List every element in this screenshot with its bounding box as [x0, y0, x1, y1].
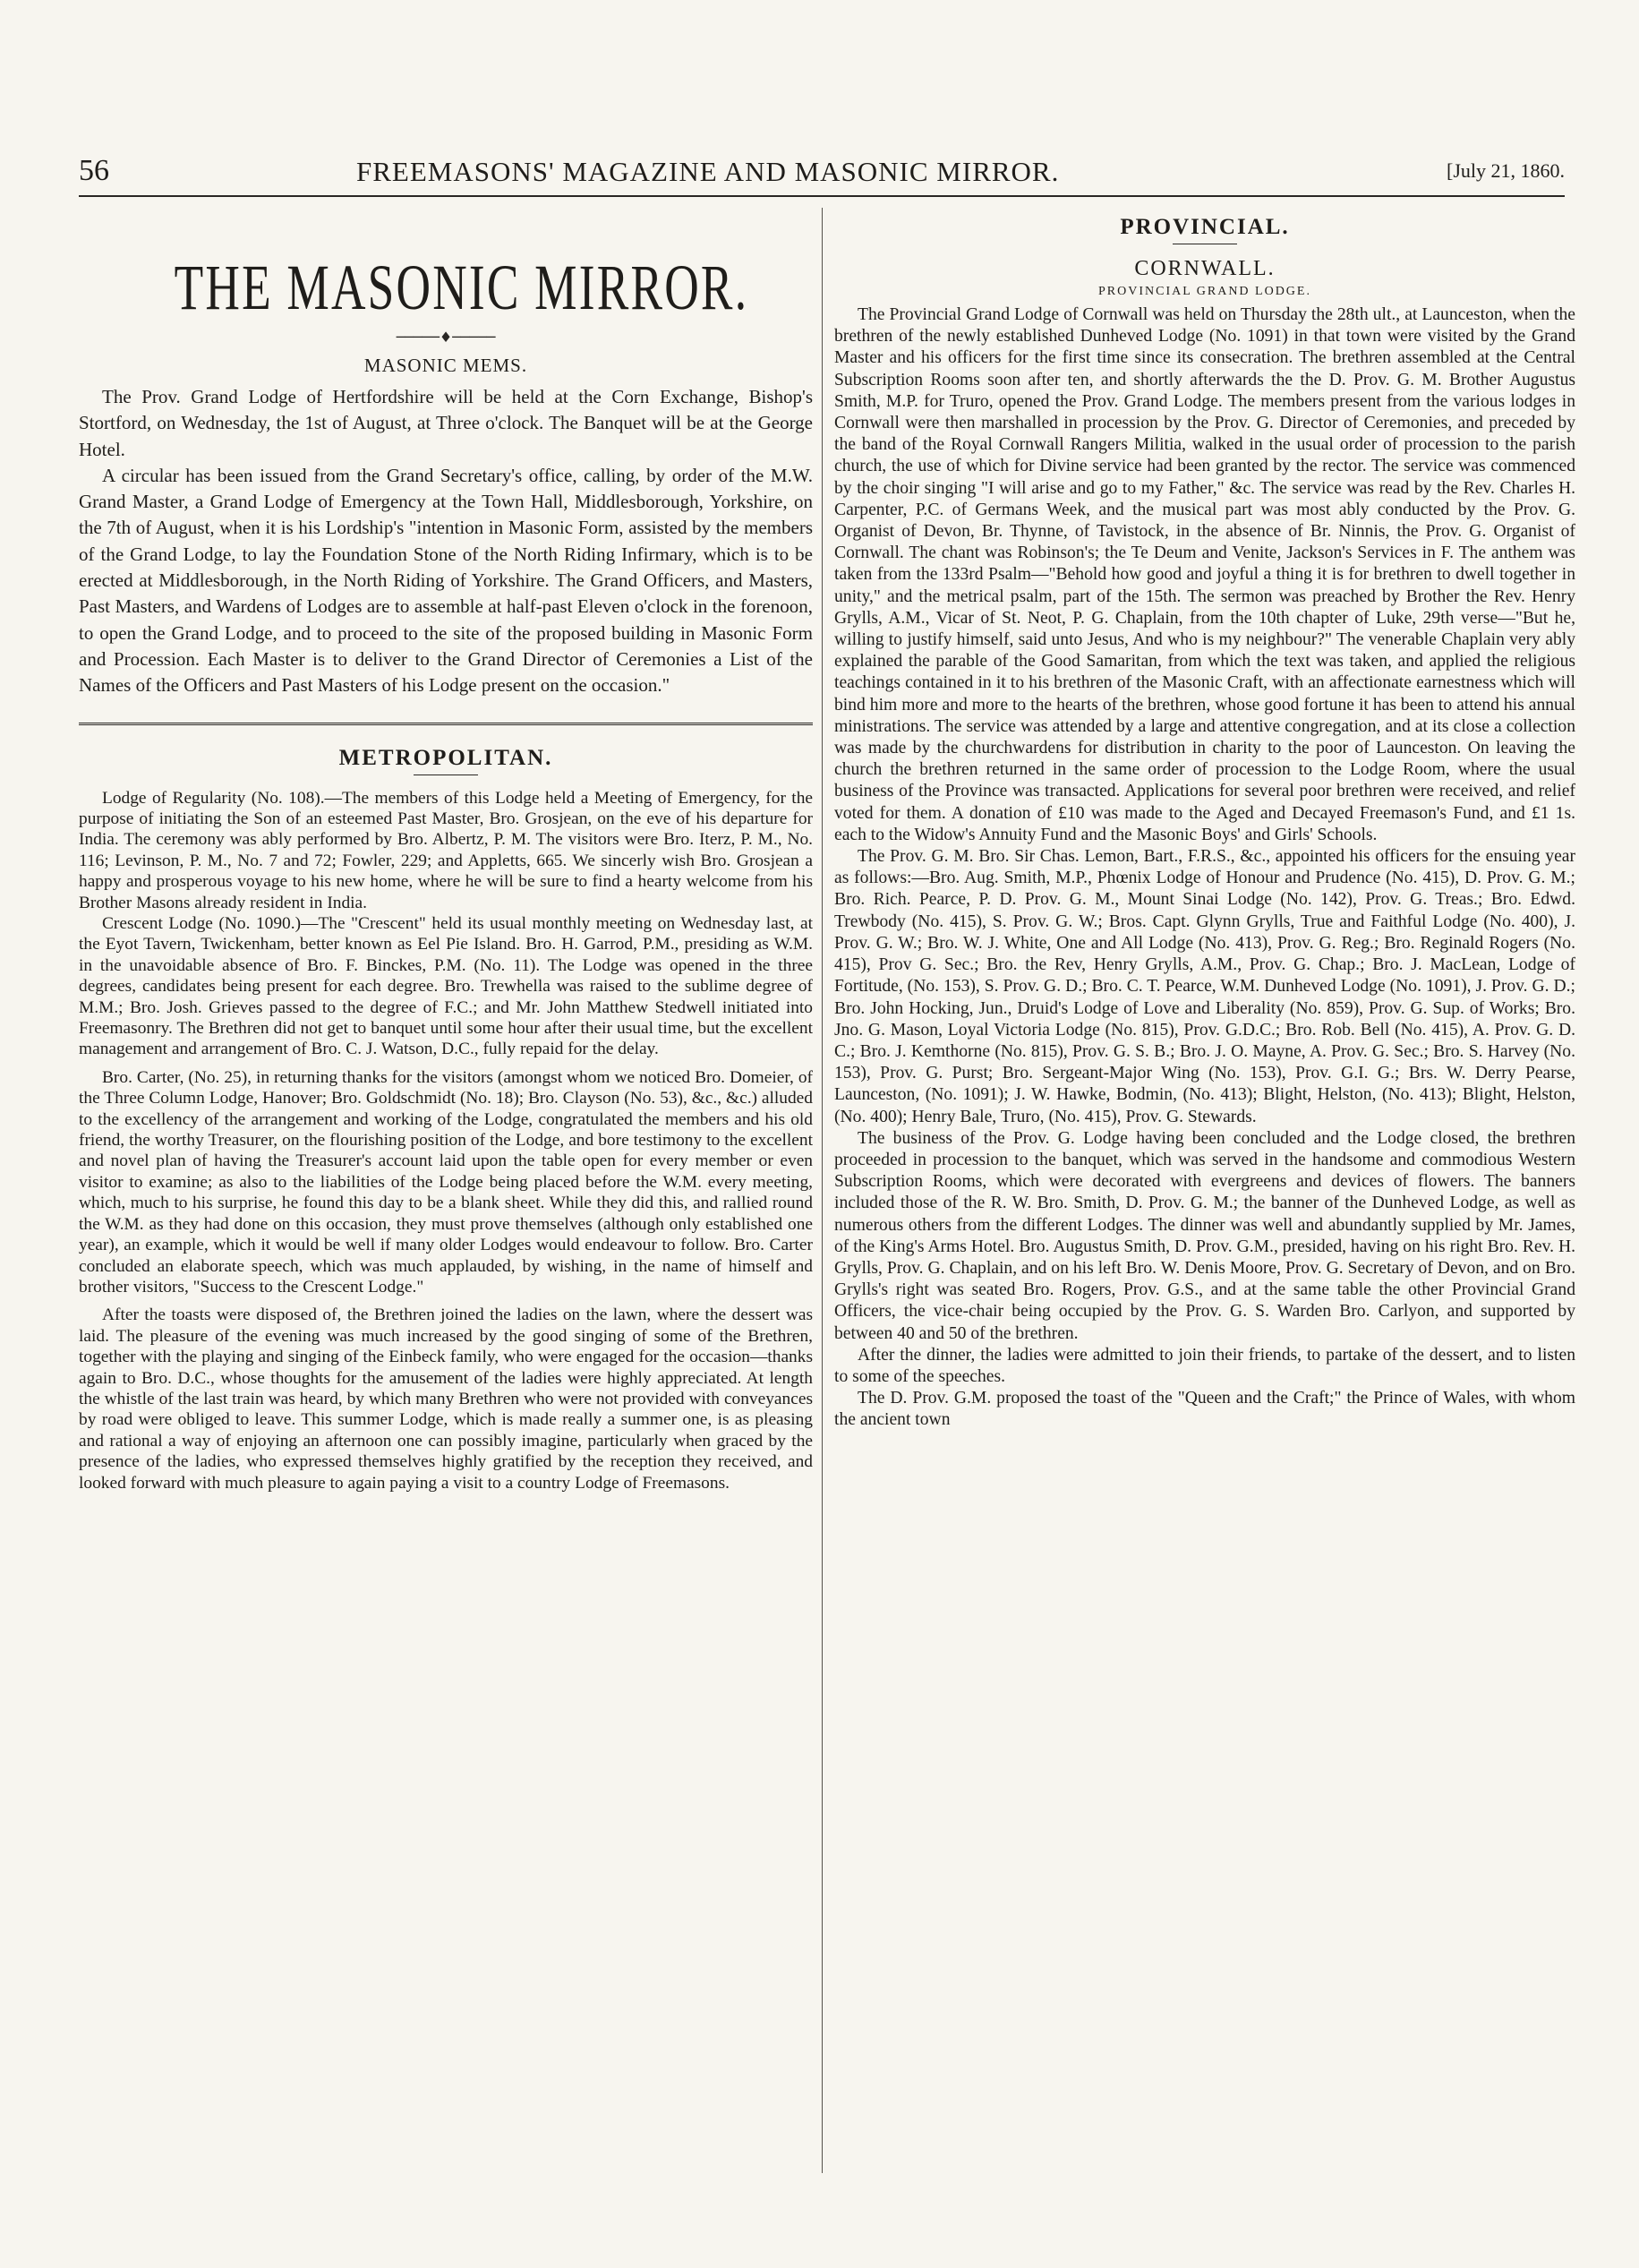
right-column	[834, 215, 1575, 2185]
ornament-divider: ─────♦─────	[396, 329, 496, 346]
metropolitan-section	[79, 788, 813, 1493]
section-rule	[79, 723, 813, 728]
page-number: 56	[79, 154, 109, 187]
header-rule	[79, 195, 1565, 197]
provincial-heading: PROVINCIAL.	[1120, 215, 1290, 239]
cornwall-heading: CORNWALL.	[1134, 257, 1276, 280]
mems-heading: MASONIC MEMS.	[363, 355, 528, 376]
provincial-paragraph: The Provincial Grand Lodge of Cornwall was held on Thursday the 28th ult., at Launceston, when the brethren of the newly established Dunheved Lodge (No. 1091) in that town were visited by the Grand Master and his officers for the first time since its consecration. The brethren assembled at the Central Subscription Rooms soon after ten, and shortly afterwards the the D. Prov. G. M. Brother Augustus Smith, M.P. for Truro, opened the Prov. Grand Lodge. The members present from the various lodges in Cornwall were then marshalled in procession by the Prov. G. Director of Ceremonies, and preceded by the band of the Royal Cornwall Rangers Militia, walked in the usual order of procession to the parish church, the use of which for Divine service had been granted by the rector. The service was commenced by the choir singing "I will arise and go to my Father," &c. The service was read by the Rev. Charles H. Carpenter, P.C. of Germans Week, and the musical part was most ably conducted by the Prov. G. Organist of Devon, Br. Thynne, of Tavistock, in the absence of Br. Ninnis, the Prov. G. Organist of Cornwall. The chant was Robinson's; the Te Deum and Venite, Jackson's Services in F. The anthem was taken from the 133rd Psalm—"Behold how good and joyful a thing it is for brethren to dwell together in unity," and the metrical psalm, part of the 15th. The sermon was preached by Brother the Rev. Henry Grylls, A.M., Vicar of St. Neot, P. G. Chaplain, from the 10th chapter of Luke, 29th verse—"But he, willing to justify himself, said unto Jesus, And who is my neighbour?" The venerable Chaplain very ably explained the parable of the Good Samaritan, from which the text was taken, and applied the religious teachings contained in it to his brethren of the Masonic Craft, with an affectionate earnestness which will bind him more and more to the hearts of the brethren, whose good fortune it has been to attend his annual ministrations. The service was attended by a large and attentive congregation, and at its close a collection was made by the churchwardens for distribution in charity to the poor of Launceston. On leaving the church the brethren returned in the same order of procession to the Lodge Room, where the usual business of the Province was transacted. Applications for several poor brethren were received, and relief voted for them. A donation of £10 was made to the Aged and Decayed Freemason's Fund, and £1 1s. each to the Widow's Annuity Fund and the Masonic Boys' and Girls' Schools.	[834, 305, 1575, 844]
masthead-title: THE MASONIC MIRROR.	[174, 252, 749, 323]
page-header	[79, 154, 1565, 190]
provincial-paragraph: After the dinner, the ladies were admitted to join their friends, to partake of the dessert, and to listen to some of the speeches.	[834, 1345, 1575, 1386]
column-divider	[822, 208, 823, 2173]
left-column	[79, 215, 813, 2185]
metro-paragraph: After the toasts were disposed of, the Brethren joined the ladies on the lawn, where the dessert was laid. The pleasure of the evening was much increased by the good singing of some of the Brethren, together with the playing and singing of the Einbeck family, who were engaged for the occasion—thanks again to Bro. D.C., whose thoughts for the amusement of the ladies were highly appreciated. At length the whistle of the last train was heard, by which many Brethren who were not provided with conveyances by road were obliged to leave. This summer Lodge, which is made really a summer one, is as pleasing and rational a way of enjoying an afternoon one can possibly imagine, particularly when graced by the presence of the ladies, who expressed themselves highly gratified by the reception they received, and looked forward with much pleasure to again paying a visit to a country Lodge of Freemasons.	[79, 1305, 813, 1493]
provincial-paragraph: The Prov. G. M. Bro. Sir Chas. Lemon, Bart., F.R.S., &c., appointed his officers for the ensuing year as follows:—Bro. Aug. Smith, M.P., Phœnix Lodge of Honour and Prudence (No. 415), D. Prov. G. M.; Bro. Rich. Pearce, P. D. Prov. G. M., Mount Sinai Lodge (No. 142), Prov. G. Treas.; Bro. Edwd. Trewbody (No. 415), S. Prov. G. W.; Bros. Capt. Glynn Grylls, True and Faithful Lodge (No. 400), J. Prov. G. W.; Bro. W. J. White, One and All Lodge (No. 413), Prov. G. Reg.; Bro. Reginald Rogers (No. 415), Prov G. Sec.; Bro. the Rev, Henry Grylls, A.M., Prov. G. Chap.; Bro. J. MacLean, Lodge of Fortitude, (No. 153), S. Prov. G. D.; Bro. C. T. Pearce, W.M. Dunheved Lodge (No. 1091), J. Prov. G. D.; Bro. John Hocking, Jun., Druid's Lodge of Love and Liberality (No. 859), Prov. G. Sup. of Works; Bro. Jno. G. Mason, Loyal Victoria Lodge (No. 815), Prov. G.D.C.; Bro. Rob. Bell (No. 415), A. Prov. G. D. C.; Bro. J. Kemthorne (No. 815), Prov. G. S. B.; Bro. J. O. Mayne, A. Prov. G. Sec.; Bro. S. Harvey (No. 153), Prov. G. Purst; Bro. Sergeant-Major Wing (No. 153), Prov. G.I. G.; Brs. W. Derry Pearse, Launceston, (No. 1091); J. W. Hawke, Bodmin, (No. 413); Blight, Helston, (No. 413); Blight, Helston, (No. 400); Henry Bale, Truro, (No. 415), Prov. G. Stewards.	[834, 847, 1575, 1126]
metro-paragraph: Crescent Lodge (No. 1090.)—The "Crescent" held its usual monthly meeting on Wednesday last, at the Eyot Tavern, Twickenham, better known as Eel Pie Island. Bro. H. Garrod, P.M., presiding as W.M. in the unavoidable absence of Bro. F. Binckes, P.M. (No. 11). The Lodge was opened in the three degrees, candidates being present for each degree. Bro. Trewhella was raised to the sublime degree of M.M.; Bro. Josh. Grieves passed to the degree of F.C.; and Mr. John Matthew Stedwell initiated into Freemasonry. The Brethren did not get to banquet until some hour after their usual time, but the excellent management and arrangement of Bro. C. J. Watson, D.C., fully repaid for the delay.	[79, 914, 813, 1059]
provincial-paragraph: The D. Prov. G.M. proposed the toast of the "Queen and the Craft;" the Prince of Wales, with whom the ancient town	[834, 1389, 1575, 1430]
provincial-grand-lodge-subheading: PROVINCIAL GRAND LODGE.	[1098, 285, 1311, 298]
journal-title: FREEMASONS' MAGAZINE AND MASONIC MIRROR.	[356, 156, 1060, 187]
provincial-paragraph: The business of the Prov. G. Lodge having been concluded and the Lodge closed, the brethren proceeded in procession to the banquet, which was served in the handsome and commodious Western Subscription Rooms, which were decorated with evergreens and devices of flowers. The banners included those of the R. W. Bro. Smith, D. Prov. G. M.; the banner of the Dunheved Lodge, as well as numerous others from the different Lodges. The dinner was well and abundantly supplied by Mr. James, of the King's Arms Hotel. Bro. Augustus Smith, D. Prov. G.M., presided, having on his right Bro. Rev. H. Grylls, Prov. G. Chaplain, and on his left Bro. W. Denis Moore, Prov. G. Secretary of Devon, and on Bro. Grylls's right was seated Bro. Rogers, Prov. G.S., and at the same table the other Provincial Grand Officers, the vice-chair being occupied by the Prov. G. S. Warden Bro. Carlyon, and supported by between 40 and 50 of the brethren.	[834, 1128, 1575, 1343]
mems-paragraph: The Prov. Grand Lodge of Hertfordshire will be held at the Corn Exchange, Bishop's Stortford, on Wednesday, the 1st of August, at Three o'clock. The Banquet will be at the George Hotel.	[79, 386, 813, 460]
metro-paragraph: Lodge of Regularity (No. 108).—The members of this Lodge held a Meeting of Emergency, for the purpose of initiating the Son of an esteemed Past Master, Bro. Grosjean, on the eve of his departure for India. The ceremony was ably performed by Bro. Albertz, P. M. The visitors were Bro. Iterz, P. M., No. 116; Levinson, P. M., No. 7 and 72; Fowler, 229; and Appletts, 665. We sincerly wish Bro. Grosjean a happy and prosperous voyage to his new home, where he will be sure to find a hearty welcome from his Brother Masons already resident in India.	[79, 788, 813, 912]
metropolitan-heading: METROPOLITAN.	[338, 745, 553, 770]
issue-date: [July 21, 1860.	[1447, 159, 1565, 182]
mems-paragraph: A circular has been issued from the Grand Secretary's office, calling, by order of the M.W. Grand Master, a Grand Lodge of Emergency at the Town Hall, Middlesborough, Yorkshire, on the 7th of August, when it is his Lordship's "intention in Masonic Form, assisted by the members of the Grand Lodge, to lay the Foundation Stone of the North Riding Infirmary, which is to be erected at Middlesborough, in the North Riding of Yorkshire. The Grand Officers, and Masters, Past Masters, and Wardens of Lodges are to assemble at half-past Eleven o'clock in the forenoon, to open the Grand Lodge, and to proceed to the site of the proposed building in Masonic Form and Procession. Each Master is to deliver to the Grand Director of Ceremonies a List of the Names of the Officers and Past Masters of his Lodge present on the occasion."	[79, 464, 813, 697]
metro-paragraph: Bro. Carter, (No. 25), in returning thanks for the visitors (amongst whom we noticed Bro. Domeier, of the Three Column Lodge, Hanover; Bro. Goldschmidt (No. 18); Bro. Clayson (No. 53), &c., &c.) alluded to the excellency of the arrangement and working of the Lodge, congratulated the members and his old friend, the worthy Treasurer, on the flourishing position of the Lodge, and bore testimony to the excellent and novel plan of having the Treasurer's account laid upon the table open for every member or even visitor to examine; as also to the liabilities of the Lodge being placed before the W.M. every meeting, which, much to his surprise, he found this day to be a blank sheet. While they did this, and rallied round the W.M. as they had done on this occasion, they must prove themselves (although only established one year), an example, which it would be well if many older Lodges would endeavour to follow. Bro. Carter concluded an elaborate speech, which was much applauded, by wishing, in the name of himself and brother visitors, "Success to the Crescent Lodge."	[79, 1067, 813, 1297]
